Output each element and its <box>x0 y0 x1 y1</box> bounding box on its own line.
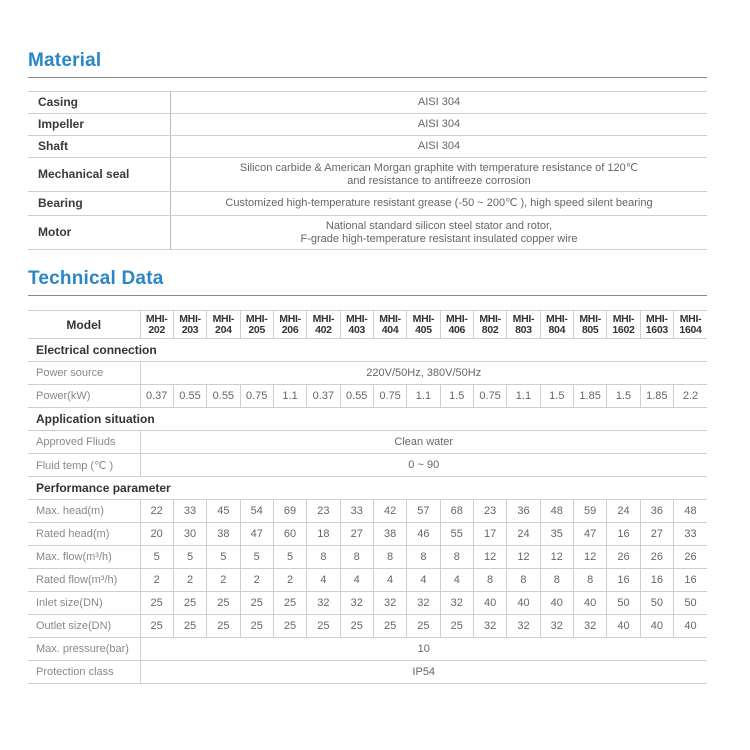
spec-row <box>28 431 707 454</box>
spec-value: 25 <box>273 592 306 615</box>
spec-value: 4 <box>340 569 373 592</box>
spec-value: 2.2 <box>674 385 708 408</box>
material-value-line: F-grade high-temperature resistant insulated copper wire <box>300 232 578 245</box>
spec-value: 220V/50Hz, 380V/50Hz <box>140 362 707 385</box>
model-number: 804 <box>548 323 566 336</box>
spec-value: 25 <box>373 615 406 638</box>
spec-value: 0.55 <box>340 385 373 408</box>
group-header-row <box>28 339 707 362</box>
spec-label: Protection class <box>28 661 140 684</box>
material-value: Customized high-temperature resistant grease (-50 ~ 200℃ ), high speed silent bearing <box>171 192 708 216</box>
spec-value: 20 <box>140 523 173 546</box>
spec-value: 10 <box>140 638 707 661</box>
material-label: Shaft <box>28 136 171 158</box>
spec-label: Max. pressure(bar) <box>28 638 140 661</box>
spec-value: 12 <box>573 546 606 569</box>
spec-value: 32 <box>373 592 406 615</box>
model-prefix: MHI- <box>179 312 201 325</box>
spec-value: 50 <box>607 592 640 615</box>
spec-value: 2 <box>273 569 306 592</box>
spec-value: 50 <box>640 592 673 615</box>
spec-value: 1.85 <box>573 385 606 408</box>
model-column-header <box>507 311 540 339</box>
spec-value: 5 <box>240 546 273 569</box>
spec-value: 32 <box>473 615 506 638</box>
spec-value: 18 <box>307 523 340 546</box>
spec-value: 8 <box>440 546 473 569</box>
model-column-header <box>207 311 240 339</box>
spec-value: 48 <box>540 500 573 523</box>
spec-label: Max. head(m) <box>28 500 140 523</box>
technical-data-table <box>28 310 707 684</box>
spec-value: 16 <box>640 569 673 592</box>
spec-value: 35 <box>540 523 573 546</box>
material-table <box>28 91 707 250</box>
spec-value: 24 <box>507 523 540 546</box>
spec-value: 36 <box>640 500 673 523</box>
material-row-shaft <box>28 136 707 158</box>
spec-value: 40 <box>573 592 606 615</box>
material-title-rule <box>28 77 707 78</box>
spec-value: 40 <box>507 592 540 615</box>
spec-value: 0.75 <box>240 385 273 408</box>
model-column-header <box>607 311 640 339</box>
model-number: 803 <box>515 323 532 336</box>
spec-value: 0.75 <box>473 385 506 408</box>
spec-value: 26 <box>640 546 673 569</box>
group-header-row <box>28 477 707 500</box>
spec-value: 22 <box>140 500 173 523</box>
model-number: 203 <box>181 323 199 336</box>
model-column-header <box>173 311 206 339</box>
model-number: 402 <box>315 323 332 336</box>
spec-value: 5 <box>173 546 206 569</box>
spec-value: 25 <box>207 615 240 638</box>
spec-value: 48 <box>674 500 708 523</box>
spec-value: 38 <box>207 523 240 546</box>
spec-row <box>28 523 707 546</box>
material-value-line: and resistance to antifreeze corrosion <box>347 174 531 187</box>
spec-value: 5 <box>140 546 173 569</box>
material-label: Casing <box>28 92 171 114</box>
spec-row <box>28 638 707 661</box>
group-title: Performance parameter <box>28 477 707 500</box>
spec-value: 0.75 <box>373 385 406 408</box>
model-number: 802 <box>481 323 499 336</box>
model-number: 1603 <box>645 323 668 336</box>
spec-value: 68 <box>440 500 473 523</box>
spec-value: 32 <box>540 615 573 638</box>
spec-row <box>28 362 707 385</box>
spec-value: 32 <box>440 592 473 615</box>
model-number: 403 <box>348 323 366 336</box>
spec-value: 46 <box>407 523 440 546</box>
spec-value: 27 <box>640 523 673 546</box>
spec-value: 16 <box>607 569 640 592</box>
spec-value: 24 <box>607 500 640 523</box>
model-number: 206 <box>281 323 299 336</box>
spec-value: 38 <box>373 523 406 546</box>
spec-value: 25 <box>140 592 173 615</box>
model-number: 1604 <box>679 323 702 336</box>
spec-value: 23 <box>307 500 340 523</box>
spec-value: 2 <box>140 569 173 592</box>
spec-value: 25 <box>173 592 206 615</box>
model-column-header <box>573 311 606 339</box>
spec-value: 2 <box>240 569 273 592</box>
material-label: Mechanical seal <box>28 158 171 192</box>
spec-value: 32 <box>307 592 340 615</box>
spec-value: 1.5 <box>607 385 640 408</box>
model-column-header <box>540 311 573 339</box>
spec-value: 69 <box>273 500 306 523</box>
model-column-header <box>407 311 440 339</box>
spec-value: 60 <box>273 523 306 546</box>
model-prefix: MHI- <box>579 312 601 325</box>
spec-value: 25 <box>273 615 306 638</box>
spec-value: 8 <box>340 546 373 569</box>
spec-value: 33 <box>173 500 206 523</box>
model-column-header <box>307 311 340 339</box>
spec-label: Outlet size(DN) <box>28 615 140 638</box>
spec-value: 25 <box>240 592 273 615</box>
spec-value: 47 <box>573 523 606 546</box>
material-row-impeller <box>28 114 707 136</box>
spec-value: IP54 <box>140 661 707 684</box>
model-prefix: MHI- <box>445 312 468 325</box>
spec-label: Approved Fliuds <box>28 431 140 454</box>
spec-label: Power source <box>28 362 140 385</box>
spec-value: 8 <box>507 569 540 592</box>
spec-value: 27 <box>340 523 373 546</box>
spec-value: 1.1 <box>273 385 306 408</box>
spec-value: 40 <box>540 592 573 615</box>
model-prefix: MHI- <box>145 312 168 325</box>
spec-value: 45 <box>207 500 240 523</box>
spec-row <box>28 546 707 569</box>
spec-value: 25 <box>240 615 273 638</box>
material-row-bearing <box>28 192 707 216</box>
spec-value: 23 <box>473 500 506 523</box>
spec-value: 8 <box>307 546 340 569</box>
material-label: Motor <box>28 216 171 250</box>
model-prefix: MHI- <box>379 312 401 325</box>
group-title: Application situation <box>28 408 707 431</box>
model-number: 1602 <box>612 323 635 336</box>
spec-label: Power(kW) <box>28 385 140 408</box>
spec-value: 32 <box>573 615 606 638</box>
spec-row <box>28 454 707 477</box>
spec-value: 26 <box>674 546 708 569</box>
model-number: 404 <box>381 323 399 336</box>
material-label: Impeller <box>28 114 171 136</box>
material-row-mechanical-seal <box>28 158 707 192</box>
model-number: 202 <box>148 323 165 336</box>
model-header-label: Model <box>28 311 140 339</box>
spec-value: 42 <box>373 500 406 523</box>
model-number: 406 <box>448 323 466 336</box>
model-column-header <box>140 311 173 339</box>
spec-row <box>28 500 707 523</box>
model-column-header <box>440 311 473 339</box>
spec-row <box>28 569 707 592</box>
spec-value: 55 <box>440 523 473 546</box>
spec-row <box>28 385 707 408</box>
technical-title-rule <box>28 295 707 296</box>
spec-value: 0.55 <box>173 385 206 408</box>
model-column-header <box>240 311 273 339</box>
spec-value: 0.37 <box>140 385 173 408</box>
spec-value: 12 <box>473 546 506 569</box>
spec-value: 5 <box>207 546 240 569</box>
spec-value: 16 <box>607 523 640 546</box>
spec-value: 4 <box>440 569 473 592</box>
spec-value: 25 <box>307 615 340 638</box>
spec-value: 33 <box>340 500 373 523</box>
spec-label: Rated head(m) <box>28 523 140 546</box>
spec-value: 40 <box>473 592 506 615</box>
spec-value: 57 <box>407 500 440 523</box>
spec-value: 0 ~ 90 <box>140 454 707 477</box>
spec-value: 8 <box>573 569 606 592</box>
spec-value: 59 <box>573 500 606 523</box>
spec-value: 25 <box>440 615 473 638</box>
spec-row <box>28 615 707 638</box>
spec-value: 47 <box>240 523 273 546</box>
spec-value: 8 <box>540 569 573 592</box>
model-prefix: MHI- <box>412 312 435 325</box>
group-title: Electrical connection <box>28 339 707 362</box>
spec-value: 1.5 <box>440 385 473 408</box>
spec-value: 26 <box>607 546 640 569</box>
model-prefix: MHI- <box>245 312 268 325</box>
spec-value: 2 <box>173 569 206 592</box>
spec-value: 8 <box>473 569 506 592</box>
spec-row <box>28 592 707 615</box>
model-prefix: MHI- <box>279 312 301 325</box>
model-number: 204 <box>215 323 232 336</box>
spec-value: 40 <box>674 615 708 638</box>
spec-value: 0.55 <box>207 385 240 408</box>
spec-value: 25 <box>173 615 206 638</box>
spec-value: 4 <box>407 569 440 592</box>
spec-value: 17 <box>473 523 506 546</box>
model-column-header <box>674 311 708 339</box>
technical-title: Technical Data <box>28 268 164 289</box>
spec-value: 1.1 <box>407 385 440 408</box>
material-row-casing <box>28 92 707 114</box>
group-header-row <box>28 408 707 431</box>
spec-label: Inlet size(DN) <box>28 592 140 615</box>
spec-value: 32 <box>507 615 540 638</box>
model-prefix: MHI- <box>646 312 668 325</box>
model-column-header <box>640 311 673 339</box>
spec-value: 16 <box>674 569 708 592</box>
model-column-header <box>340 311 373 339</box>
spec-label: Fluid temp (℃ ) <box>28 454 140 477</box>
spec-value: 4 <box>373 569 406 592</box>
spec-label: Max. flow(m³/h) <box>28 546 140 569</box>
spec-label: Rated flow(m³/h) <box>28 569 140 592</box>
spec-value: 25 <box>140 615 173 638</box>
model-prefix: MHI- <box>212 312 235 325</box>
spec-value: Clean water <box>140 431 707 454</box>
model-header-row <box>28 311 707 339</box>
spec-value: 36 <box>507 500 540 523</box>
spec-value: 1.1 <box>507 385 540 408</box>
material-value: AISI 304 <box>171 114 708 136</box>
spec-value: 1.5 <box>540 385 573 408</box>
material-value-line: Silicon carbide & American Morgan graphite with temperature resistance of 120℃ <box>239 161 639 174</box>
spec-row <box>28 661 707 684</box>
spec-value: 5 <box>273 546 306 569</box>
material-value-line: National standard silicon steel stator and rotor, <box>325 219 553 232</box>
material-value <box>171 216 708 250</box>
model-column-header <box>473 311 506 339</box>
spec-value: 12 <box>540 546 573 569</box>
spec-value: 4 <box>307 569 340 592</box>
model-column-header <box>373 311 406 339</box>
spec-value: 33 <box>674 523 708 546</box>
spec-value: 2 <box>207 569 240 592</box>
spec-value: 30 <box>173 523 206 546</box>
model-prefix: MHI- <box>312 312 335 325</box>
spec-value: 40 <box>607 615 640 638</box>
model-number: 405 <box>415 323 432 336</box>
spec-value: 25 <box>207 592 240 615</box>
model-prefix: MHI- <box>512 312 535 325</box>
spec-value: 32 <box>407 592 440 615</box>
model-number: 805 <box>581 323 599 336</box>
spec-value: 8 <box>373 546 406 569</box>
model-prefix: MHI- <box>612 312 635 325</box>
model-column-header <box>273 311 306 339</box>
spec-value: 32 <box>340 592 373 615</box>
spec-value: 54 <box>240 500 273 523</box>
spec-value: 8 <box>407 546 440 569</box>
material-row-motor <box>28 216 707 250</box>
model-number: 205 <box>248 323 266 336</box>
spec-value: 40 <box>640 615 673 638</box>
material-value: AISI 304 <box>171 92 708 114</box>
spec-value: 1.85 <box>640 385 673 408</box>
spec-value: 0.37 <box>307 385 340 408</box>
model-prefix: MHI- <box>546 312 568 325</box>
material-value: AISI 304 <box>171 136 708 158</box>
spec-value: 25 <box>340 615 373 638</box>
material-label: Bearing <box>28 192 171 216</box>
model-prefix: MHI- <box>345 312 368 325</box>
material-value <box>171 158 708 192</box>
model-prefix: MHI- <box>679 312 702 325</box>
model-prefix: MHI- <box>479 312 501 325</box>
spec-value: 25 <box>407 615 440 638</box>
material-title: Material <box>28 50 102 71</box>
spec-value: 12 <box>507 546 540 569</box>
spec-value: 50 <box>674 592 708 615</box>
